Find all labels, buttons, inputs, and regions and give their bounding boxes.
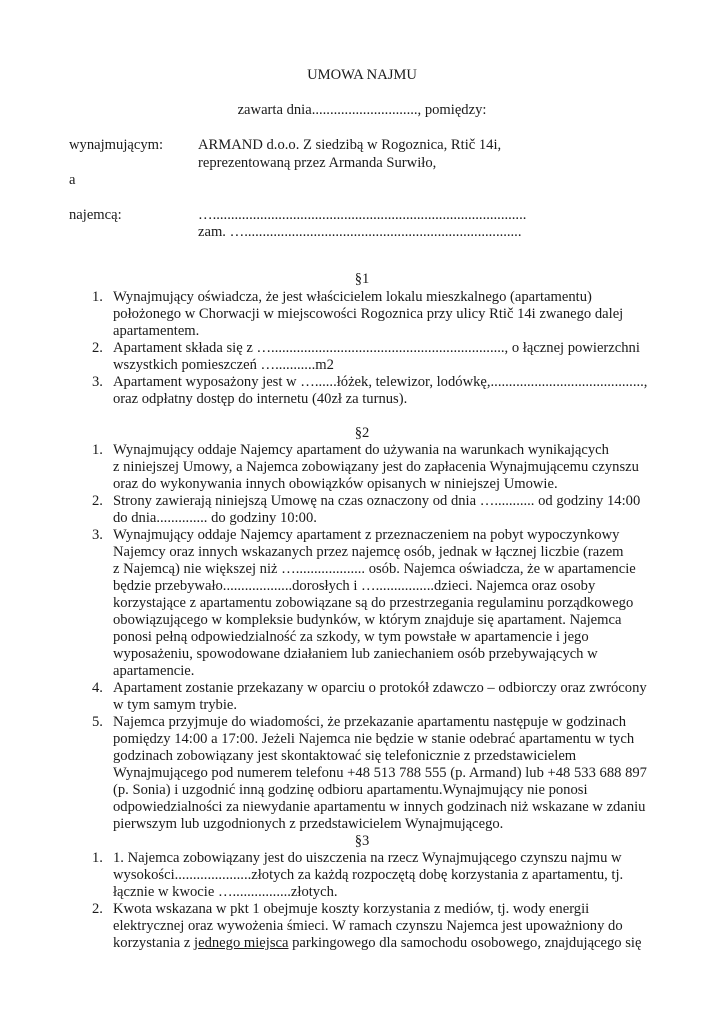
paragraph-line: pierwszym lub uzgodnionych z przedstawicielem Wynajmującego. [113,816,504,832]
list-number: 5. [92,714,103,730]
paragraph-line: Strony zawierają niniejszą Umowę na czas oznaczony od dnia …........... od godziny 14:00 [113,493,641,509]
tenant-label: najemcą: [69,207,122,223]
paragraph-line: wyposażeniu, spowodowane działaniem lub zaniechaniem osób przebywających w [113,646,598,662]
paragraph-line: ponosi pełną odpowiedzialność za szkody, w tym powstałe w apartamencie i jego [113,629,589,645]
list-number: 1. [92,289,103,305]
paragraph-line: z niniejszej Umowy, a Najemca zobowiązany jest do zapłacenia Wynajmującemu czynszu [113,459,639,475]
paragraph-line: Kwota wskazana w pkt 1 obejmuje koszty korzystania z mediów, tj. wody energii [113,901,590,917]
list-number: 3. [92,527,103,543]
section-2-heading: §2 [354,425,370,441]
tenant-line-2: zam. …............................................................................ [198,224,522,240]
paragraph-line: wysokości.....................złotych za każdą rozpoczętą dobę korzystania z apartamentu, tj. [113,867,624,883]
paragraph-line: oraz do wykonywania innych obowiązków opisanych w niniejszej Umowie. [113,476,558,492]
paragraph-line: Wynajmujący oddaje Najemcy apartament z przeznaczeniem na pobyt wypoczynkowy [113,527,620,543]
landlord-label: wynajmującym: [69,137,164,153]
text-segment: korzystania z [113,935,195,951]
paragraph-line: obowiązującego w kompleksie budynków, w którym znajduje się apartament. Najemca [113,612,622,628]
paragraph-line: Wynajmującego pod numerem telefonu +48 513 788 555 (p. Armand) lub +48 533 688 897 [113,765,647,781]
paragraph-line: 1. Najemca zobowiązany jest do uiszczenia na rzecz Wynajmującego czynszu najmu w [113,850,622,866]
paragraph-line: oraz odpłatny dostęp do internetu (40zł za turnus). [113,391,408,407]
paragraph-line: z Najemcą) nie większej niż …................... osób. Najemca oświadcza, że w apartamencie [113,561,636,577]
paragraph-line: w tym samym trybie. [113,697,238,713]
tenant-line-1: …...................................................................................... [198,207,527,223]
paragraph-line: pomiędzy 14:00 a 17:00. Jeżeli Najemca nie będzie w stanie odebrać apartamentu w tych [113,731,635,747]
document-subtitle: zawarta dnia............................., pomiędzy: [237,102,487,118]
conjunction: a [69,172,76,188]
list-number: 2. [92,901,103,917]
paragraph-line-with-underline [113,935,641,952]
list-number: 4. [92,680,103,696]
landlord-line-1: ARMAND d.o.o. Z siedzibą w Rogoznica, Rtič 14i, [198,137,502,153]
section-3-heading: §3 [354,833,370,849]
paragraph-line: odpowiedzialności za niewydanie apartamentu w innych godzinach niż wskazane w zdaniu [113,799,646,815]
paragraph-line: Wynajmujący oświadcza, że jest właścicielem lokalu mieszkalnego (apartamentu) [113,289,592,305]
list-number: 1. [92,442,103,458]
underlined-text: jednego miejsca [194,935,289,951]
text-segment: parkingowego dla samochodu osobowego, znajdującego się [288,935,642,951]
paragraph-line: łącznie w kwocie …................złotych. [113,884,338,900]
paragraph-line: apartamencie. [113,663,195,679]
paragraph-line: wszystkich pomieszczeń …...........m2 [113,357,334,373]
paragraph-line: apartamentem. [113,323,200,339]
list-number: 3. [92,374,103,390]
paragraph-line: Apartament składa się z …................................................................, o łącznej powierzchni [113,340,640,356]
paragraph-line: (p. Sonia) i uzgodnić inną godzinę odbioru apartamentu.Wynajmujący nie ponosi [113,782,588,798]
list-number: 2. [92,493,103,509]
document-title: UMOWA NAJMU [307,67,417,83]
paragraph-line: elektrycznej oraz wywożenia śmieci. W ramach czynszu Najemca jest upoważniony do [113,918,623,934]
paragraph-line: będzie przebywało...................dorosłych i …................dzieci. Najemca oraz osoby [113,578,596,594]
paragraph-line: Najemcy oraz innych wskazanych przez najemcę osób, jednak w łącznej liczbie (razem [113,544,624,560]
paragraph-line: do dnia.............. do godziny 10:00. [113,510,317,526]
paragraph-line: Najemca przyjmuje do wiadomości, że przekazanie apartamentu następuje w godzinach [113,714,626,730]
paragraph-line: położonego w Chorwacji w miejscowości Rogoznica przy ulicy Rtič 14i zwanego dalej [113,306,624,322]
list-number: 1. [92,850,103,866]
landlord-line-2: reprezentowaną przez Armanda Surwiło, [198,155,437,171]
paragraph-line: Apartament zostanie przekazany w oparciu o protokół zdawczo – odbiorczy oraz zwrócony [113,680,647,696]
paragraph-line: Apartament wyposażony jest w …......łóżek, telewizor, lodówkę,.........................................., [113,374,648,390]
paragraph-line: godzinach zobowiązany jest skontaktować się telefonicznie z przedstawicielem [113,748,577,764]
paragraph-line: korzystające z apartamentu zobowiązane są do przestrzegania regulaminu porządkowego [113,595,634,611]
paragraph-line: Wynajmujący oddaje Najemcy apartament do używania na warunkach wynikających [113,442,609,458]
list-number: 2. [92,340,103,356]
section-1-heading: §1 [354,271,370,287]
